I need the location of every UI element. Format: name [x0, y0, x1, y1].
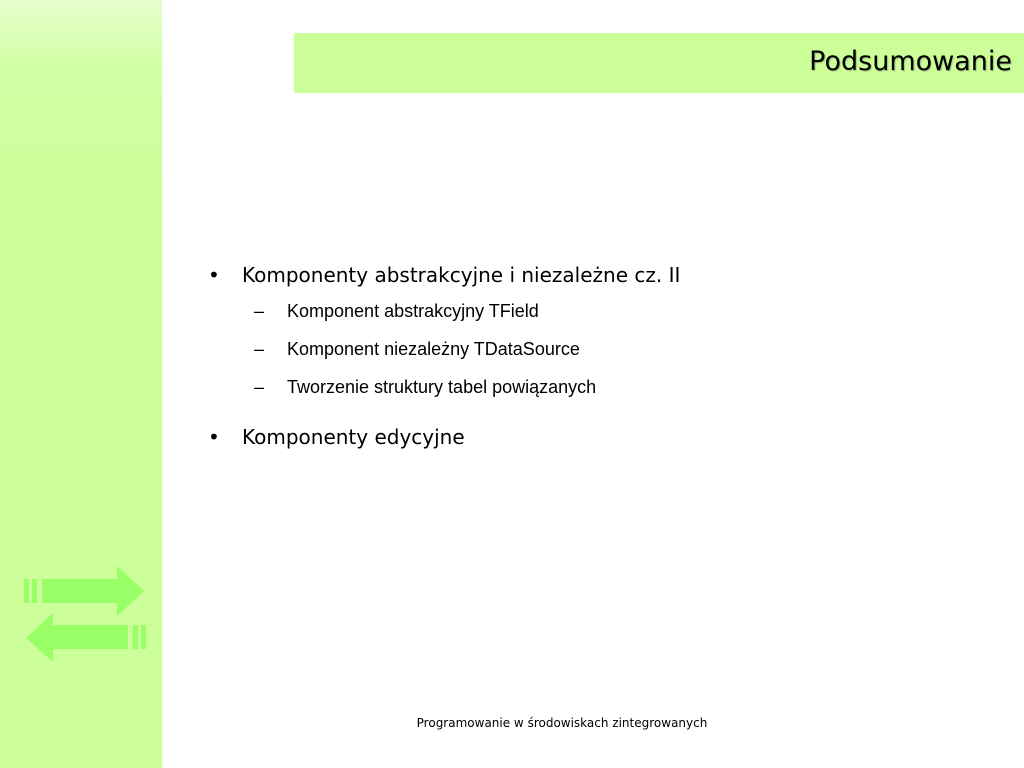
- sub-bullet-list: [200, 298, 1000, 412]
- bullet-text: Komponenty abstrakcyjne i niezależne cz. II: [242, 263, 681, 287]
- slide-title: Podsumowanie: [809, 46, 1012, 77]
- navigation-arrows: [20, 562, 150, 666]
- bullet-marker: •: [208, 263, 220, 287]
- bullet-item: [200, 260, 1000, 290]
- bullet-text: Komponenty edycyjne: [242, 425, 465, 449]
- sub-bullet-marker: –: [254, 339, 265, 359]
- slide-footer: Programowanie w środowiskach zintegrowanych: [416, 716, 708, 730]
- title-bar: [294, 33, 1024, 93]
- bullet-list: [200, 260, 1000, 452]
- sub-bullet-item: [200, 298, 1000, 336]
- sub-bullet-marker: –: [254, 377, 265, 397]
- arrow-right-icon[interactable]: [24, 566, 144, 616]
- side-panel-header: [0, 0, 162, 67]
- sub-bullet-text: Komponent niezależny TDataSource: [287, 339, 580, 359]
- side-panel-band: [0, 66, 162, 286]
- sub-bullet-item: [200, 374, 1000, 412]
- bullet-item: [200, 422, 1000, 452]
- sub-bullet-text: Komponent abstrakcyjny TField: [287, 301, 539, 321]
- sub-bullet-item: [200, 336, 1000, 374]
- sub-bullet-marker: –: [254, 301, 265, 321]
- arrow-left-icon[interactable]: [26, 613, 146, 662]
- sub-bullet-text: Tworzenie struktury tabel powiązanych: [287, 377, 597, 397]
- bullet-marker: •: [208, 425, 220, 449]
